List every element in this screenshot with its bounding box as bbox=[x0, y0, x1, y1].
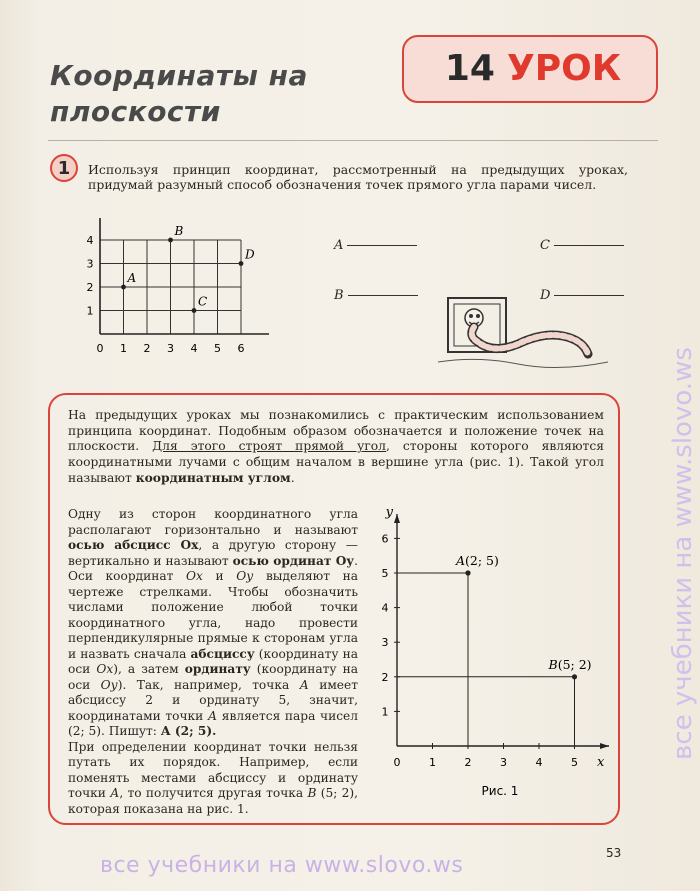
x-tick-label: 2 bbox=[464, 756, 472, 769]
x-axis-label: x bbox=[597, 755, 605, 770]
coordinate-grid bbox=[80, 210, 280, 360]
body-text: является пара чисел (2; 5). Пишут: bbox=[68, 708, 358, 738]
intro-term: координатным углом bbox=[135, 470, 291, 486]
data-point-label bbox=[455, 553, 499, 568]
grid-point bbox=[239, 261, 244, 266]
figure-caption: Рис. 1 bbox=[481, 784, 519, 798]
body-text: При определении координат точки нельзя путать их порядок. Например, если поменять местами абсциссу и ординату точки bbox=[68, 739, 358, 800]
body-italic: Оу bbox=[100, 677, 118, 692]
data-point bbox=[465, 570, 470, 575]
task-number-badge: 1 bbox=[50, 154, 78, 182]
lesson-number: 14 bbox=[444, 47, 495, 89]
answer-label-b: B bbox=[334, 288, 344, 303]
answer-line-b[interactable] bbox=[334, 288, 418, 303]
title-divider bbox=[48, 140, 658, 141]
coordinate-angle-figure bbox=[372, 503, 617, 803]
data-point bbox=[572, 674, 577, 679]
theory-intro bbox=[68, 408, 604, 487]
body-italic: Ох bbox=[186, 569, 203, 583]
answer-line-a[interactable] bbox=[334, 238, 417, 253]
body-text: (координату на оси bbox=[68, 646, 358, 676]
body-italic: А bbox=[110, 786, 120, 800]
answer-label-c: C bbox=[540, 238, 550, 253]
body-text: (координату на оси bbox=[68, 662, 358, 692]
point-name: A bbox=[456, 553, 466, 568]
body-text: и bbox=[202, 569, 237, 583]
intro-end: . bbox=[290, 471, 295, 486]
grid-point bbox=[192, 308, 197, 313]
body-term: осью ординат Оу bbox=[232, 553, 355, 568]
grid-point bbox=[168, 238, 173, 243]
body-text: , а другую сторону — вертикально и называют bbox=[68, 538, 358, 568]
body-text: Одну из сторон координатного угла располагают горизонтально и называют bbox=[68, 507, 358, 537]
y-axis-label: y bbox=[385, 505, 393, 520]
grid-point bbox=[121, 285, 126, 290]
x-tick-label: 0 bbox=[393, 756, 401, 769]
y-tick-label: 1 bbox=[86, 304, 94, 318]
page-title bbox=[50, 58, 308, 130]
body-text: ), а затем bbox=[113, 662, 185, 676]
y-tick-label: 3 bbox=[381, 636, 389, 650]
x-axis-arrow bbox=[600, 743, 609, 749]
x-tick-label: 5 bbox=[214, 342, 221, 355]
point-name: B bbox=[548, 656, 558, 672]
x-tick-label: 6 bbox=[237, 342, 245, 355]
lesson-word: УРОК bbox=[506, 47, 622, 89]
theory-body bbox=[68, 507, 358, 817]
body-text: . Оси координат bbox=[68, 553, 358, 583]
x-tick-label: 0 bbox=[96, 342, 104, 355]
grid-point-label: D bbox=[245, 247, 255, 262]
point-coords: (2; 5) bbox=[465, 553, 499, 568]
body-italic: Ох bbox=[96, 662, 114, 676]
y-tick-label: 2 bbox=[381, 670, 389, 684]
data-point-label bbox=[548, 657, 592, 672]
body-term: осью абсцисс Ох bbox=[68, 538, 199, 552]
intro-text-1: На предыдущих уроках мы познакомились с практическим использованием принципа координат. Подобным образом обозначается и положение точек на плоскости. bbox=[68, 408, 604, 454]
grid-point-label: C bbox=[198, 294, 208, 309]
lesson-badge bbox=[420, 41, 646, 95]
y-tick-label: 4 bbox=[86, 234, 94, 247]
body-text: выделяют на чертеже стрелками. Чтобы обозначить числами положение любой точки координатного угла, надо провести перпендикулярные прямые к сторонам угла и назвать сначала bbox=[68, 569, 359, 661]
x-tick-label: 3 bbox=[167, 342, 174, 355]
body-term: А (2; 5). bbox=[160, 724, 217, 738]
body-term: ординату bbox=[184, 662, 251, 676]
x-tick-label: 4 bbox=[190, 342, 198, 355]
body-term: абсциссу bbox=[190, 646, 255, 661]
answer-label-a: A bbox=[334, 238, 344, 253]
body-text: , то получится другая точка bbox=[119, 786, 308, 800]
y-tick-label: 2 bbox=[86, 281, 94, 294]
grid-point-label: B bbox=[174, 224, 184, 238]
page-number: 53 bbox=[606, 846, 622, 860]
task-text: Используя принцип координат, рассмотренный на предыдущих уроках, придумай разумный способ обозначения точек прямого угла парами чисел. bbox=[88, 162, 628, 192]
grid-point-label: A bbox=[127, 271, 137, 285]
y-axis-arrow bbox=[394, 514, 400, 523]
y-tick-label: 5 bbox=[381, 567, 389, 580]
body-italic: В bbox=[307, 786, 317, 800]
intro-underlined: Для этого строят прямой угол bbox=[152, 439, 386, 454]
y-tick-label: 1 bbox=[381, 705, 389, 719]
y-tick-label: 3 bbox=[86, 257, 94, 271]
body-text: (5; 2), которая показана на рис. 1. bbox=[68, 786, 358, 816]
body-text: ). Так, например, точка bbox=[117, 677, 300, 692]
x-tick-label: 5 bbox=[571, 756, 578, 769]
watermark-side: все учебники на www.slovo.ws bbox=[668, 347, 698, 760]
point-coords: (5; 2) bbox=[557, 656, 592, 672]
intro-text-2: , стороны которого являются координатными лучами с общим началом в вершине угла (рис. 1). Такой угол называют bbox=[68, 439, 605, 486]
y-tick-label: 4 bbox=[381, 601, 389, 615]
body-italic: А bbox=[299, 677, 309, 692]
title-line-1: Координаты на bbox=[50, 59, 308, 92]
body-italic: Оу bbox=[236, 569, 254, 583]
answer-label-d: D bbox=[540, 288, 551, 303]
x-tick-label: 1 bbox=[120, 342, 127, 355]
x-tick-label: 4 bbox=[535, 756, 543, 769]
worm-cartoon-illustration bbox=[438, 292, 608, 372]
x-tick-label: 3 bbox=[500, 756, 507, 769]
x-tick-label: 1 bbox=[429, 756, 436, 769]
body-text: имеет абсциссу 2 и ординату 5, значит, координатами точки bbox=[68, 677, 358, 723]
x-tick-label: 2 bbox=[143, 342, 151, 355]
answer-line-c[interactable] bbox=[540, 238, 624, 253]
watermark-bottom: все учебники на www.slovo.ws bbox=[100, 853, 464, 878]
y-tick-label: 6 bbox=[381, 532, 389, 546]
title-line-2: плоскости bbox=[50, 95, 221, 128]
body-italic: А bbox=[207, 708, 218, 723]
